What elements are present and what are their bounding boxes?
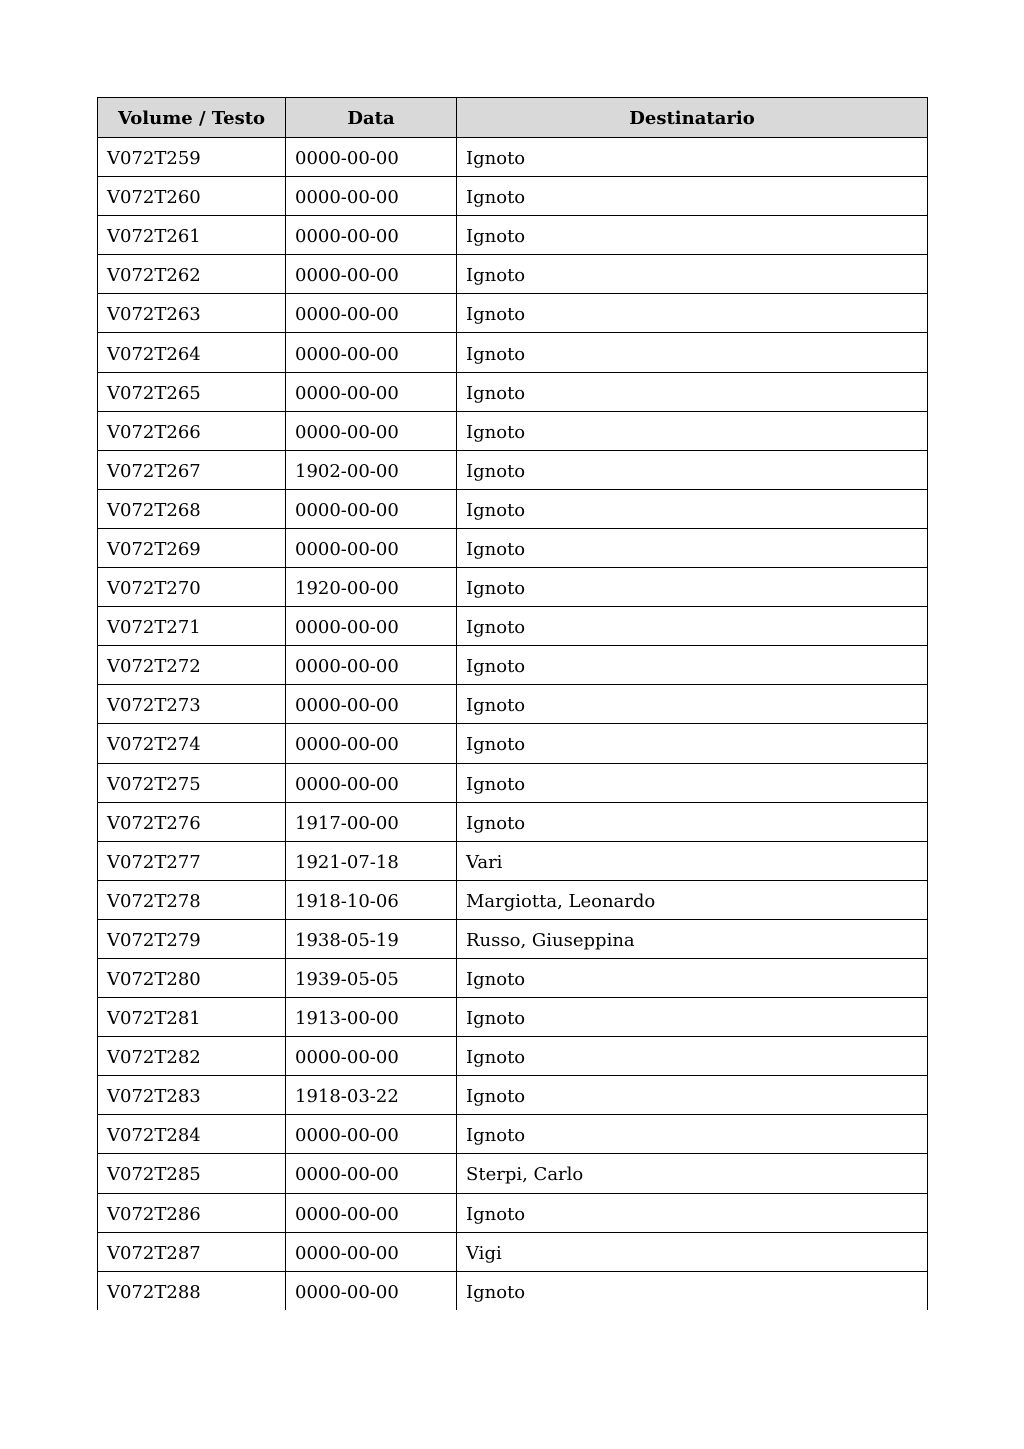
cell-data: 0000-00-00 — [286, 489, 457, 528]
cell-volume: V072T274 — [98, 724, 286, 763]
cell-volume: V072T269 — [98, 528, 286, 567]
cell-data: 1938-05-19 — [286, 919, 457, 958]
cell-data: 1920-00-00 — [286, 568, 457, 607]
cell-destinatario: Ignoto — [457, 450, 928, 489]
cell-volume: V072T259 — [98, 138, 286, 177]
table-row — [98, 255, 928, 294]
cell-destinatario: Ignoto — [457, 607, 928, 646]
cell-data: 0000-00-00 — [286, 1232, 457, 1271]
cell-volume: V072T266 — [98, 411, 286, 450]
cell-destinatario: Vari — [457, 841, 928, 880]
cell-data: 0000-00-00 — [286, 763, 457, 802]
cell-data: 0000-00-00 — [286, 372, 457, 411]
table-row — [98, 489, 928, 528]
table-row — [98, 607, 928, 646]
cell-volume: V072T286 — [98, 1193, 286, 1232]
cell-volume: V072T261 — [98, 216, 286, 255]
cell-volume: V072T262 — [98, 255, 286, 294]
cell-destinatario: Ignoto — [457, 1115, 928, 1154]
cell-destinatario: Ignoto — [457, 685, 928, 724]
cell-data: 0000-00-00 — [286, 255, 457, 294]
cell-volume: V072T282 — [98, 1037, 286, 1076]
cell-destinatario: Ignoto — [457, 528, 928, 567]
cell-volume: V072T270 — [98, 568, 286, 607]
cell-destinatario: Ignoto — [457, 138, 928, 177]
cell-destinatario: Ignoto — [457, 1271, 928, 1310]
table-row — [98, 998, 928, 1037]
table-body — [98, 138, 928, 1311]
cell-data: 1913-00-00 — [286, 998, 457, 1037]
cell-data: 0000-00-00 — [286, 411, 457, 450]
cell-data: 1918-10-06 — [286, 880, 457, 919]
cell-data: 0000-00-00 — [286, 724, 457, 763]
cell-volume: V072T281 — [98, 998, 286, 1037]
cell-volume: V072T273 — [98, 685, 286, 724]
cell-data: 1939-05-05 — [286, 958, 457, 997]
header-row — [98, 98, 928, 138]
cell-data: 1918-03-22 — [286, 1076, 457, 1115]
cell-destinatario: Ignoto — [457, 998, 928, 1037]
table-row — [98, 411, 928, 450]
cell-destinatario: Ignoto — [457, 489, 928, 528]
cell-data: 0000-00-00 — [286, 138, 457, 177]
cell-data: 0000-00-00 — [286, 294, 457, 333]
records-table — [97, 97, 928, 1310]
table-row — [98, 216, 928, 255]
cell-volume: V072T264 — [98, 333, 286, 372]
cell-volume: V072T275 — [98, 763, 286, 802]
cell-destinatario: Sterpi, Carlo — [457, 1154, 928, 1193]
table-row — [98, 1193, 928, 1232]
cell-destinatario: Ignoto — [457, 294, 928, 333]
cell-destinatario: Ignoto — [457, 255, 928, 294]
cell-destinatario: Russo, Giuseppina — [457, 919, 928, 958]
cell-destinatario: Ignoto — [457, 333, 928, 372]
cell-data: 0000-00-00 — [286, 607, 457, 646]
cell-data: 0000-00-00 — [286, 216, 457, 255]
cell-volume: V072T279 — [98, 919, 286, 958]
table-row — [98, 1232, 928, 1271]
table-row — [98, 333, 928, 372]
cell-volume: V072T278 — [98, 880, 286, 919]
cell-data: 1921-07-18 — [286, 841, 457, 880]
cell-volume: V072T288 — [98, 1271, 286, 1310]
cell-volume: V072T283 — [98, 1076, 286, 1115]
cell-destinatario: Vigi — [457, 1232, 928, 1271]
cell-destinatario: Ignoto — [457, 372, 928, 411]
table-row — [98, 919, 928, 958]
cell-data: 0000-00-00 — [286, 1037, 457, 1076]
cell-destinatario: Ignoto — [457, 1193, 928, 1232]
cell-data: 0000-00-00 — [286, 1154, 457, 1193]
column-header-volume: Volume / Testo — [98, 98, 286, 138]
cell-volume: V072T280 — [98, 958, 286, 997]
table-row — [98, 724, 928, 763]
cell-volume: V072T287 — [98, 1232, 286, 1271]
cell-volume: V072T263 — [98, 294, 286, 333]
table-row — [98, 138, 928, 177]
cell-volume: V072T284 — [98, 1115, 286, 1154]
table-row — [98, 1271, 928, 1310]
table-row — [98, 372, 928, 411]
cell-destinatario: Ignoto — [457, 177, 928, 216]
cell-volume: V072T276 — [98, 802, 286, 841]
table-row — [98, 646, 928, 685]
table-row — [98, 763, 928, 802]
cell-data: 1902-00-00 — [286, 450, 457, 489]
cell-destinatario: Ignoto — [457, 802, 928, 841]
cell-data: 0000-00-00 — [286, 333, 457, 372]
table-row — [98, 1154, 928, 1193]
table-row — [98, 685, 928, 724]
cell-data: 0000-00-00 — [286, 646, 457, 685]
cell-data: 0000-00-00 — [286, 685, 457, 724]
column-header-data: Data — [286, 98, 457, 138]
cell-volume: V072T265 — [98, 372, 286, 411]
table-row — [98, 958, 928, 997]
cell-volume: V072T285 — [98, 1154, 286, 1193]
table-row — [98, 177, 928, 216]
cell-volume: V072T271 — [98, 607, 286, 646]
cell-destinatario: Ignoto — [457, 411, 928, 450]
table-header — [98, 98, 928, 138]
table-row — [98, 1115, 928, 1154]
cell-destinatario: Ignoto — [457, 1076, 928, 1115]
column-header-destinatario: Destinatario — [457, 98, 928, 138]
cell-volume: V072T277 — [98, 841, 286, 880]
cell-destinatario: Ignoto — [457, 958, 928, 997]
cell-destinatario: Ignoto — [457, 763, 928, 802]
cell-data: 0000-00-00 — [286, 528, 457, 567]
cell-data: 0000-00-00 — [286, 1271, 457, 1310]
cell-data: 0000-00-00 — [286, 1193, 457, 1232]
cell-volume: V072T268 — [98, 489, 286, 528]
table-row — [98, 841, 928, 880]
cell-volume: V072T267 — [98, 450, 286, 489]
table-row — [98, 880, 928, 919]
cell-destinatario: Ignoto — [457, 216, 928, 255]
cell-destinatario: Ignoto — [457, 646, 928, 685]
table-row — [98, 802, 928, 841]
cell-volume: V072T272 — [98, 646, 286, 685]
table-row — [98, 294, 928, 333]
table-row — [98, 1076, 928, 1115]
table-row — [98, 1037, 928, 1076]
cell-destinatario: Ignoto — [457, 1037, 928, 1076]
table-row — [98, 528, 928, 567]
cell-destinatario: Margiotta, Leonardo — [457, 880, 928, 919]
cell-data: 1917-00-00 — [286, 802, 457, 841]
cell-destinatario: Ignoto — [457, 568, 928, 607]
table-row — [98, 450, 928, 489]
cell-volume: V072T260 — [98, 177, 286, 216]
cell-data: 0000-00-00 — [286, 177, 457, 216]
cell-data: 0000-00-00 — [286, 1115, 457, 1154]
cell-destinatario: Ignoto — [457, 724, 928, 763]
table-row — [98, 568, 928, 607]
